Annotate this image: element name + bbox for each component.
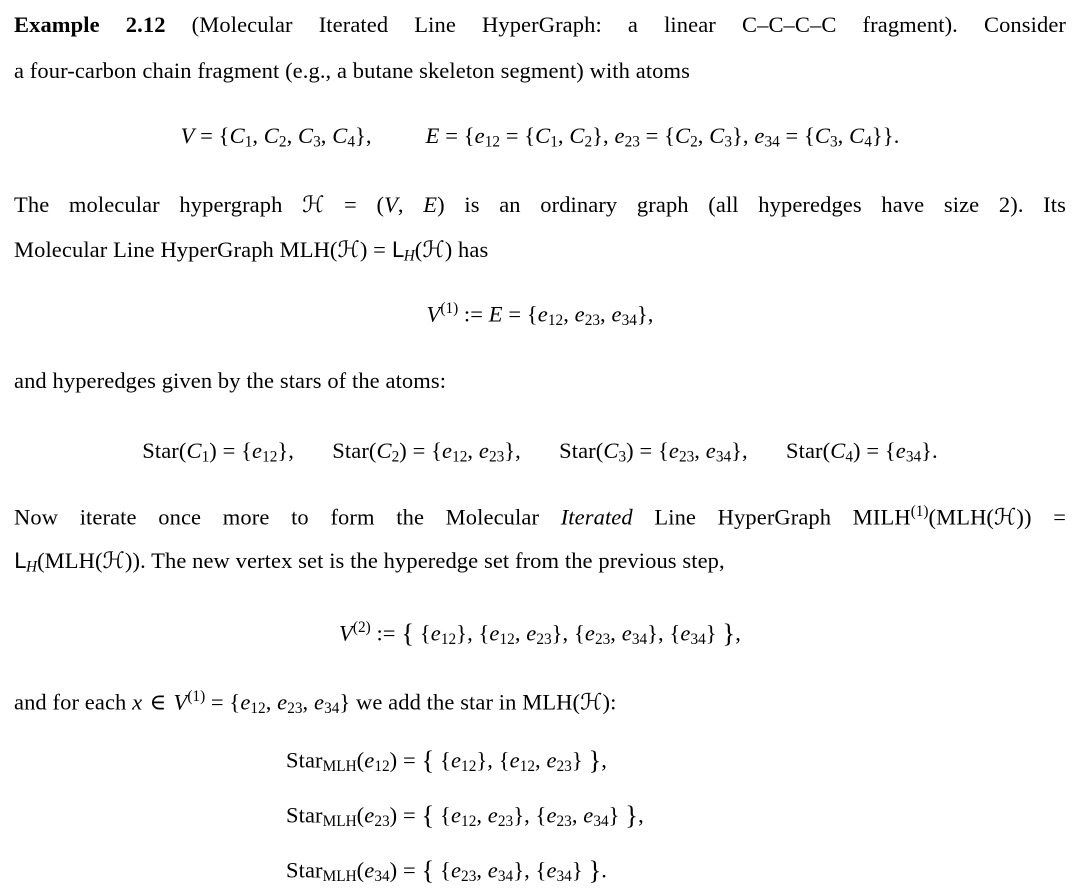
text-token: e: [537, 301, 548, 327]
text-token: ,: [610, 620, 622, 646]
text-token: ) = {: [626, 438, 669, 463]
display-equation: [14, 299, 1066, 330]
text-token: e: [489, 620, 500, 646]
text-token: 4: [845, 448, 853, 466]
text-token: e: [895, 438, 906, 463]
paragraph-line: [14, 236, 1066, 266]
text-token: 23: [678, 448, 695, 466]
text-token: L: [14, 549, 26, 574]
text-token: e: [754, 123, 765, 148]
text-token: }, {: [551, 620, 585, 646]
text-token: e: [546, 802, 557, 828]
text-token: }, {: [647, 620, 681, 646]
text-token: (2): [352, 619, 371, 637]
paragraph-line: [14, 547, 1066, 577]
text-token: 12: [440, 631, 457, 649]
text-token: ,: [557, 123, 570, 148]
text-token: e: [668, 438, 679, 463]
text-token: (1): [440, 300, 459, 317]
text-token: V: [384, 192, 398, 217]
script-H-symbol: ℋ: [302, 192, 325, 218]
text-token: ) = {: [209, 438, 252, 463]
text-token: }: [625, 800, 639, 830]
text-token: ) =: [389, 802, 422, 828]
text-token: e: [583, 802, 594, 828]
text-token: 34: [556, 868, 572, 886]
text-token: 2: [584, 133, 593, 151]
text-token: = (: [324, 192, 385, 217]
text-token: :=: [370, 620, 402, 646]
text-token: 34: [631, 631, 648, 649]
text-token: C: [675, 123, 691, 148]
text-token: :=: [458, 301, 489, 327]
text-token: }: [588, 855, 602, 885]
text-token: C: [332, 123, 348, 148]
text-token: },: [277, 438, 295, 463]
text-token: },: [504, 438, 521, 463]
text-token: e: [621, 620, 632, 646]
text-token: 4: [864, 133, 872, 151]
text-token: e: [487, 857, 498, 883]
paragraph-line: [14, 687, 1066, 718]
text-token: }: [588, 745, 602, 775]
text-token: ,: [286, 123, 299, 148]
text-token: }}.: [871, 123, 900, 148]
text-token: = {: [205, 689, 241, 715]
text-token: },: [355, 123, 372, 148]
text-token: ,: [837, 123, 850, 148]
text-token: = {: [779, 123, 815, 148]
text-token: H: [26, 558, 38, 576]
text-token: 12: [250, 700, 266, 718]
text-token: ,: [467, 438, 479, 463]
text-token: },: [732, 123, 755, 148]
text-token: e: [611, 301, 622, 327]
text-token: 23: [595, 631, 611, 649]
text-token: 34: [905, 448, 922, 466]
text-token: (: [414, 237, 423, 262]
text-token: ∈: [142, 689, 174, 716]
text-token: e: [478, 438, 489, 463]
text-token: ,: [302, 689, 314, 715]
text-token: e: [487, 802, 498, 828]
paragraph-line: [14, 191, 1066, 219]
text-token: 2: [690, 133, 698, 151]
text-token: 23: [287, 700, 303, 718]
text-token: ,: [476, 802, 488, 828]
text-token: = {: [439, 123, 475, 148]
display-equation: [14, 437, 1066, 467]
text-token: ) =: [359, 237, 392, 262]
text-token: {: [421, 745, 435, 775]
text-token: ,: [735, 620, 741, 646]
text-token: }: [571, 747, 589, 773]
text-token: and for each: [14, 689, 133, 715]
text-token: 34: [715, 448, 732, 466]
text-token: e: [509, 747, 520, 773]
text-token: 34: [374, 868, 390, 886]
text-token: 23: [461, 868, 477, 886]
text-token: E: [488, 301, 503, 327]
text-token: 12: [262, 448, 278, 466]
text-token: 34: [497, 868, 514, 886]
text-token: 12: [484, 133, 501, 151]
text-token: Star(: [785, 438, 831, 463]
text-token: 34: [621, 312, 637, 330]
script-H-symbol: ℋ: [994, 504, 1017, 531]
text-token: The molecular hypergraph: [14, 192, 303, 217]
text-token: (MLH(: [928, 504, 995, 530]
text-token: Star: [286, 857, 323, 883]
text-token: MLH: [322, 813, 357, 831]
text-token: )) =: [1016, 504, 1066, 530]
text-token: (: [356, 802, 365, 828]
text-token: ,: [320, 123, 333, 148]
text-token: (: [356, 747, 365, 773]
text-token: ,: [697, 123, 710, 148]
text-token: {: [434, 857, 451, 883]
text-token: 3: [724, 133, 733, 151]
text-token: Star(: [332, 438, 377, 463]
text-token: 34: [324, 700, 340, 718]
text-token: 34: [593, 813, 609, 831]
text-token: 2: [278, 133, 287, 151]
text-token: 1: [244, 133, 253, 151]
paragraph-line: [14, 367, 1066, 395]
text-token: 12: [452, 448, 468, 466]
text-token: Star(: [559, 438, 604, 463]
text-token: e: [430, 620, 441, 646]
text-token: e: [450, 802, 462, 828]
text-token: C: [849, 123, 865, 148]
text-token: 3: [830, 133, 838, 151]
text-token: MLH: [322, 758, 357, 776]
display-equation: [14, 617, 1066, 650]
text-token: C: [814, 123, 831, 148]
text-token: V: [426, 301, 441, 327]
text-token: 4: [347, 133, 355, 151]
text-token: 23: [556, 813, 572, 831]
text-token: V: [339, 620, 353, 646]
text-token: 1: [550, 133, 558, 151]
text-token: L: [391, 238, 404, 263]
text-token: }, {: [513, 857, 547, 883]
text-token: C: [569, 123, 585, 148]
text-token: C: [229, 123, 245, 148]
text-token: C: [603, 438, 619, 463]
paragraph-line: [14, 502, 1066, 532]
text-token: C: [376, 438, 392, 463]
text-token: Molecular Line HyperGraph MLH(: [14, 237, 338, 262]
text-token: {: [414, 620, 431, 646]
text-token: e: [450, 857, 462, 883]
text-token: e: [680, 620, 691, 646]
text-token: (MLH(: [37, 548, 103, 573]
text-token: e: [364, 802, 375, 828]
text-token: E: [423, 192, 438, 217]
text-token: 23: [374, 813, 390, 831]
text-token: = {: [194, 123, 230, 148]
text-token: and hyperedges given by the stars of the atoms:: [14, 368, 447, 393]
paragraph-line: [14, 57, 1066, 85]
text-token: e: [252, 438, 263, 463]
text-token: {: [401, 618, 415, 648]
text-token: {: [421, 855, 435, 885]
text-token: Now iterate once more to form the Molecular: [14, 504, 561, 530]
text-token: 34: [764, 133, 780, 151]
text-token: 34: [690, 631, 706, 649]
text-token: ,: [397, 192, 424, 217]
text-token: 23: [584, 312, 601, 330]
text-token: H: [403, 247, 415, 265]
text-token: 1: [201, 448, 210, 466]
text-token: C: [535, 123, 551, 148]
text-token: 23: [488, 448, 505, 466]
text-token: e: [474, 123, 485, 148]
display-equation: [286, 854, 607, 887]
text-token: ) = {: [853, 438, 896, 463]
text-token: 23: [624, 133, 640, 151]
text-token: {: [421, 800, 435, 830]
text-token: ) has: [444, 237, 489, 262]
text-token: (Molecular Iterated Line HyperGraph: a linear C–C–C–C fragment). Consider: [165, 12, 1067, 37]
text-token: ,: [534, 747, 547, 773]
text-token: 2: [391, 448, 400, 466]
text-token: a four-carbon chain fragment (e.g., a butane skeleton segment) with atoms: [14, 58, 690, 83]
text-token: (: [356, 857, 365, 883]
text-token: Star(: [142, 438, 187, 463]
text-token: }.: [921, 438, 938, 463]
text-token: },: [731, 438, 748, 463]
text-token: C: [830, 438, 846, 463]
text-token: e: [705, 438, 716, 463]
text-token: e: [614, 123, 625, 148]
text-token: C: [263, 123, 279, 148]
script-H-symbol: ℋ: [422, 237, 445, 263]
text-token: ) =: [389, 747, 422, 773]
text-token: 23: [497, 813, 514, 831]
text-token: }, {: [456, 620, 490, 646]
text-token: ,: [571, 802, 584, 828]
text-token: )). The new vertex set is the hyperedge set from the previous step,: [124, 548, 725, 573]
text-token: Iterated: [560, 504, 633, 530]
text-token: e: [364, 857, 375, 883]
text-token: e: [314, 689, 325, 715]
text-token: e: [364, 747, 375, 773]
text-token: e: [442, 438, 453, 463]
text-token: Star: [286, 747, 323, 773]
text-token: ) =: [389, 857, 422, 883]
text-token: Example 2.12: [14, 12, 166, 37]
text-token: 12: [461, 813, 477, 831]
text-token: ) is an ordinary graph (all hyperedges have size 2). Its: [437, 192, 1066, 217]
display-equation: [14, 122, 1066, 152]
text-token: ,: [638, 802, 644, 828]
text-token: ):: [602, 689, 617, 715]
text-token: 12: [461, 758, 477, 776]
text-token: .: [601, 857, 608, 883]
text-token: e: [526, 620, 537, 646]
text-token: 12: [499, 631, 515, 649]
text-token: 23: [556, 758, 572, 776]
text-token: },: [636, 301, 654, 327]
text-token: V: [173, 689, 188, 715]
script-H-symbol: ℋ: [580, 689, 603, 716]
text-token: x: [132, 689, 143, 715]
text-token: {: [434, 802, 451, 828]
paragraph-line: [14, 11, 1066, 39]
text-token: Line HyperGraph MILH: [632, 504, 911, 530]
text-token: ,: [694, 438, 706, 463]
script-H-symbol: ℋ: [337, 237, 360, 263]
display-equation: [286, 799, 644, 832]
text-token: ,: [600, 301, 612, 327]
text-token: (1): [187, 688, 206, 705]
text-token: = {: [502, 301, 538, 327]
text-token: 12: [547, 312, 564, 330]
text-token: = {: [639, 123, 676, 148]
text-token: e: [574, 301, 585, 327]
text-token: e: [546, 857, 557, 883]
text-token: ,: [265, 689, 278, 715]
text-token: C: [186, 438, 202, 463]
text-token: }, {: [513, 802, 547, 828]
text-token: Star: [286, 802, 323, 828]
text-token: }: [608, 802, 626, 828]
text-token: ,: [563, 301, 575, 327]
script-H-symbol: ℋ: [102, 548, 125, 574]
text-token: }: [722, 618, 736, 648]
text-token: }, {: [476, 747, 510, 773]
text-token: ,: [252, 123, 264, 148]
text-token: = {: [500, 123, 536, 148]
text-token: },: [592, 123, 615, 148]
display-equation: [286, 744, 607, 777]
text-token: (1): [910, 503, 929, 520]
text-token: e: [240, 689, 251, 715]
text-token: ) = {: [399, 438, 443, 463]
text-token: ,: [476, 857, 488, 883]
text-token: 12: [374, 758, 390, 776]
text-token: e: [277, 689, 288, 715]
text-token: } we add the star in MLH(: [339, 689, 581, 715]
text-token: }: [571, 857, 589, 883]
text-token: 3: [313, 133, 321, 151]
text-token: 12: [519, 758, 535, 776]
text-token: MLH: [322, 868, 357, 886]
text-token: E: [425, 123, 440, 148]
text-token: ,: [514, 620, 527, 646]
text-token: C: [709, 123, 725, 148]
text-token: }: [705, 620, 723, 646]
text-token: e: [546, 747, 557, 773]
text-token: 3: [618, 448, 627, 466]
text-token: {: [434, 747, 451, 773]
text-token: ,: [601, 747, 608, 773]
text-token: e: [450, 747, 462, 773]
text-token: 23: [536, 631, 552, 649]
text-token: e: [584, 620, 595, 646]
text-token: V: [180, 123, 195, 148]
text-token: C: [298, 123, 314, 148]
